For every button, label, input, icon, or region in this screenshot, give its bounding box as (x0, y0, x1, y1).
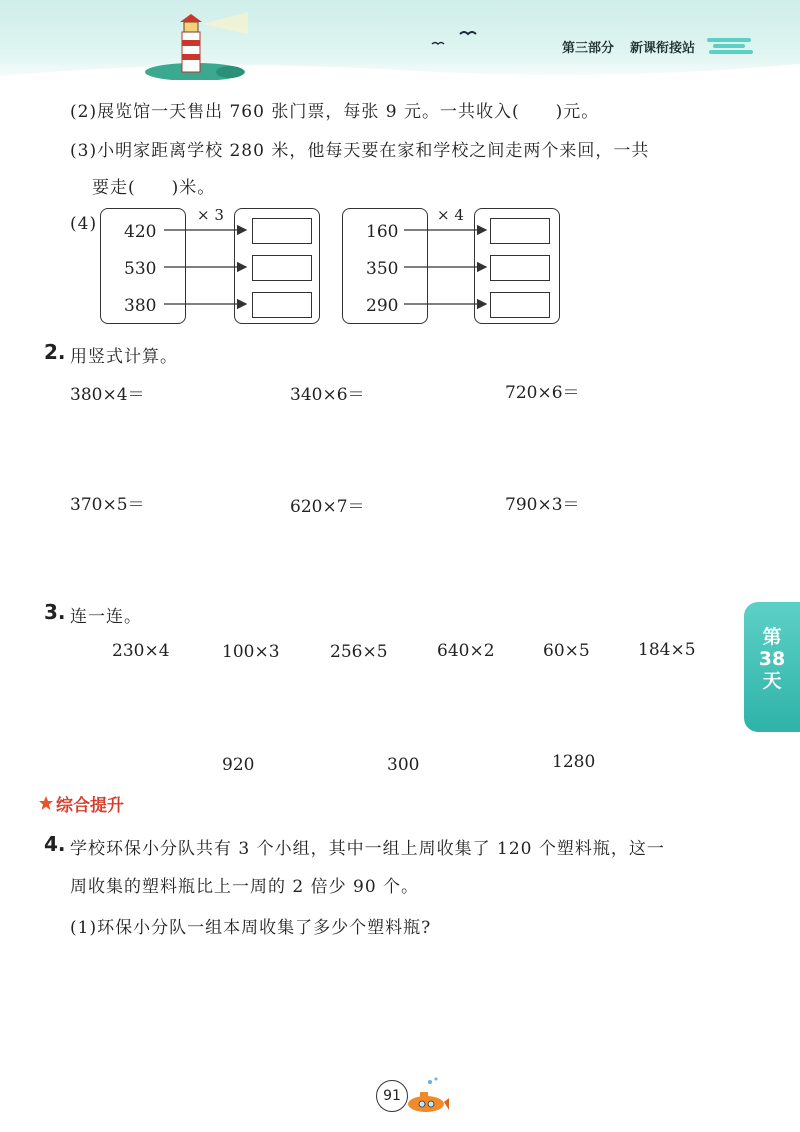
q4-line1: 学校环保小分队共有 3 个小组，其中一组上周收集了 120 个塑料瓶，这一 (70, 839, 665, 859)
q2-title: 用竖式计算。 (70, 347, 178, 367)
q4-number: 4. (44, 832, 66, 856)
right-answer-box-1[interactable] (490, 218, 550, 244)
q1-part4-label: (4) (70, 214, 98, 234)
q1-part3-line1: (3)小明家距离学校 280 米，他每天要在家和学校之间走两个来回，一共 (70, 141, 650, 161)
day-tab-line2: 38 (758, 648, 786, 670)
left-answer-box-2[interactable] (252, 255, 312, 281)
q2-calc-6: 790×3＝ (505, 495, 580, 515)
day-tab (744, 602, 800, 732)
right-value-1: 160 (366, 222, 399, 242)
q4-sub1: (1)环保小分队一组本周收集了多少个塑料瓶? (70, 918, 432, 938)
right-answer-box-3[interactable] (490, 292, 550, 318)
q2-calc-4: 370×5＝ (70, 495, 145, 515)
right-arrows (400, 220, 492, 320)
left-answer-box-1[interactable] (252, 218, 312, 244)
submarine-icon (400, 1076, 450, 1116)
q3-expr-5[interactable]: 60×5 (543, 641, 590, 661)
q2-calc-5: 620×7＝ (290, 497, 365, 517)
left-arrows (160, 220, 252, 320)
day-tab-line1: 第 (762, 626, 782, 648)
q1-part3-line2: 要走( )米。 (92, 178, 216, 198)
right-value-2: 350 (366, 259, 399, 279)
lighthouse-icon (140, 10, 250, 80)
q4-line2: 周收集的塑料瓶比上一周的 2 倍少 90 个。 (70, 877, 420, 897)
header-wave (0, 58, 800, 98)
q2-calc-2: 340×6＝ (290, 385, 365, 405)
section-label: 第三部分 (562, 41, 615, 56)
q3-number: 3. (44, 600, 66, 624)
section-title: 综合提升 (56, 796, 124, 816)
q1-part2: (2)展览馆一天售出 760 张门票，每张 9 元。一共收入( )元。 (70, 102, 600, 122)
right-answer-box-2[interactable] (490, 255, 550, 281)
right-multiplier: × 4 (437, 206, 464, 224)
birds-icon (430, 28, 480, 53)
q3-title: 连一连。 (70, 607, 142, 627)
course-title: 新课衔接站 (630, 41, 696, 56)
star-icon (38, 795, 54, 811)
q2-calc-1: 380×4＝ (70, 385, 145, 405)
q3-expr-6[interactable]: 184×5 (638, 640, 696, 660)
left-value-3: 380 (124, 296, 157, 316)
left-value-1: 420 (124, 222, 157, 242)
left-answer-box-3[interactable] (252, 292, 312, 318)
left-value-2: 530 (124, 259, 157, 279)
q3-result-3[interactable]: 1280 (552, 752, 596, 772)
q3-result-1[interactable]: 920 (222, 755, 255, 775)
q3-result-2[interactable]: 300 (387, 755, 420, 775)
q3-expr-4[interactable]: 640×2 (437, 641, 495, 661)
right-value-3: 290 (366, 296, 399, 316)
left-multiplier: × 3 (197, 206, 224, 224)
q2-number: 2. (44, 340, 66, 364)
logo-icon (705, 32, 755, 56)
q2-calc-3: 720×6＝ (505, 383, 580, 403)
page-number: 91 (376, 1080, 408, 1112)
q3-expr-3[interactable]: 256×5 (330, 642, 388, 662)
day-tab-line3: 天 (762, 670, 782, 692)
q3-expr-1[interactable]: 230×4 (112, 641, 170, 661)
q3-expr-2[interactable]: 100×3 (222, 642, 280, 662)
